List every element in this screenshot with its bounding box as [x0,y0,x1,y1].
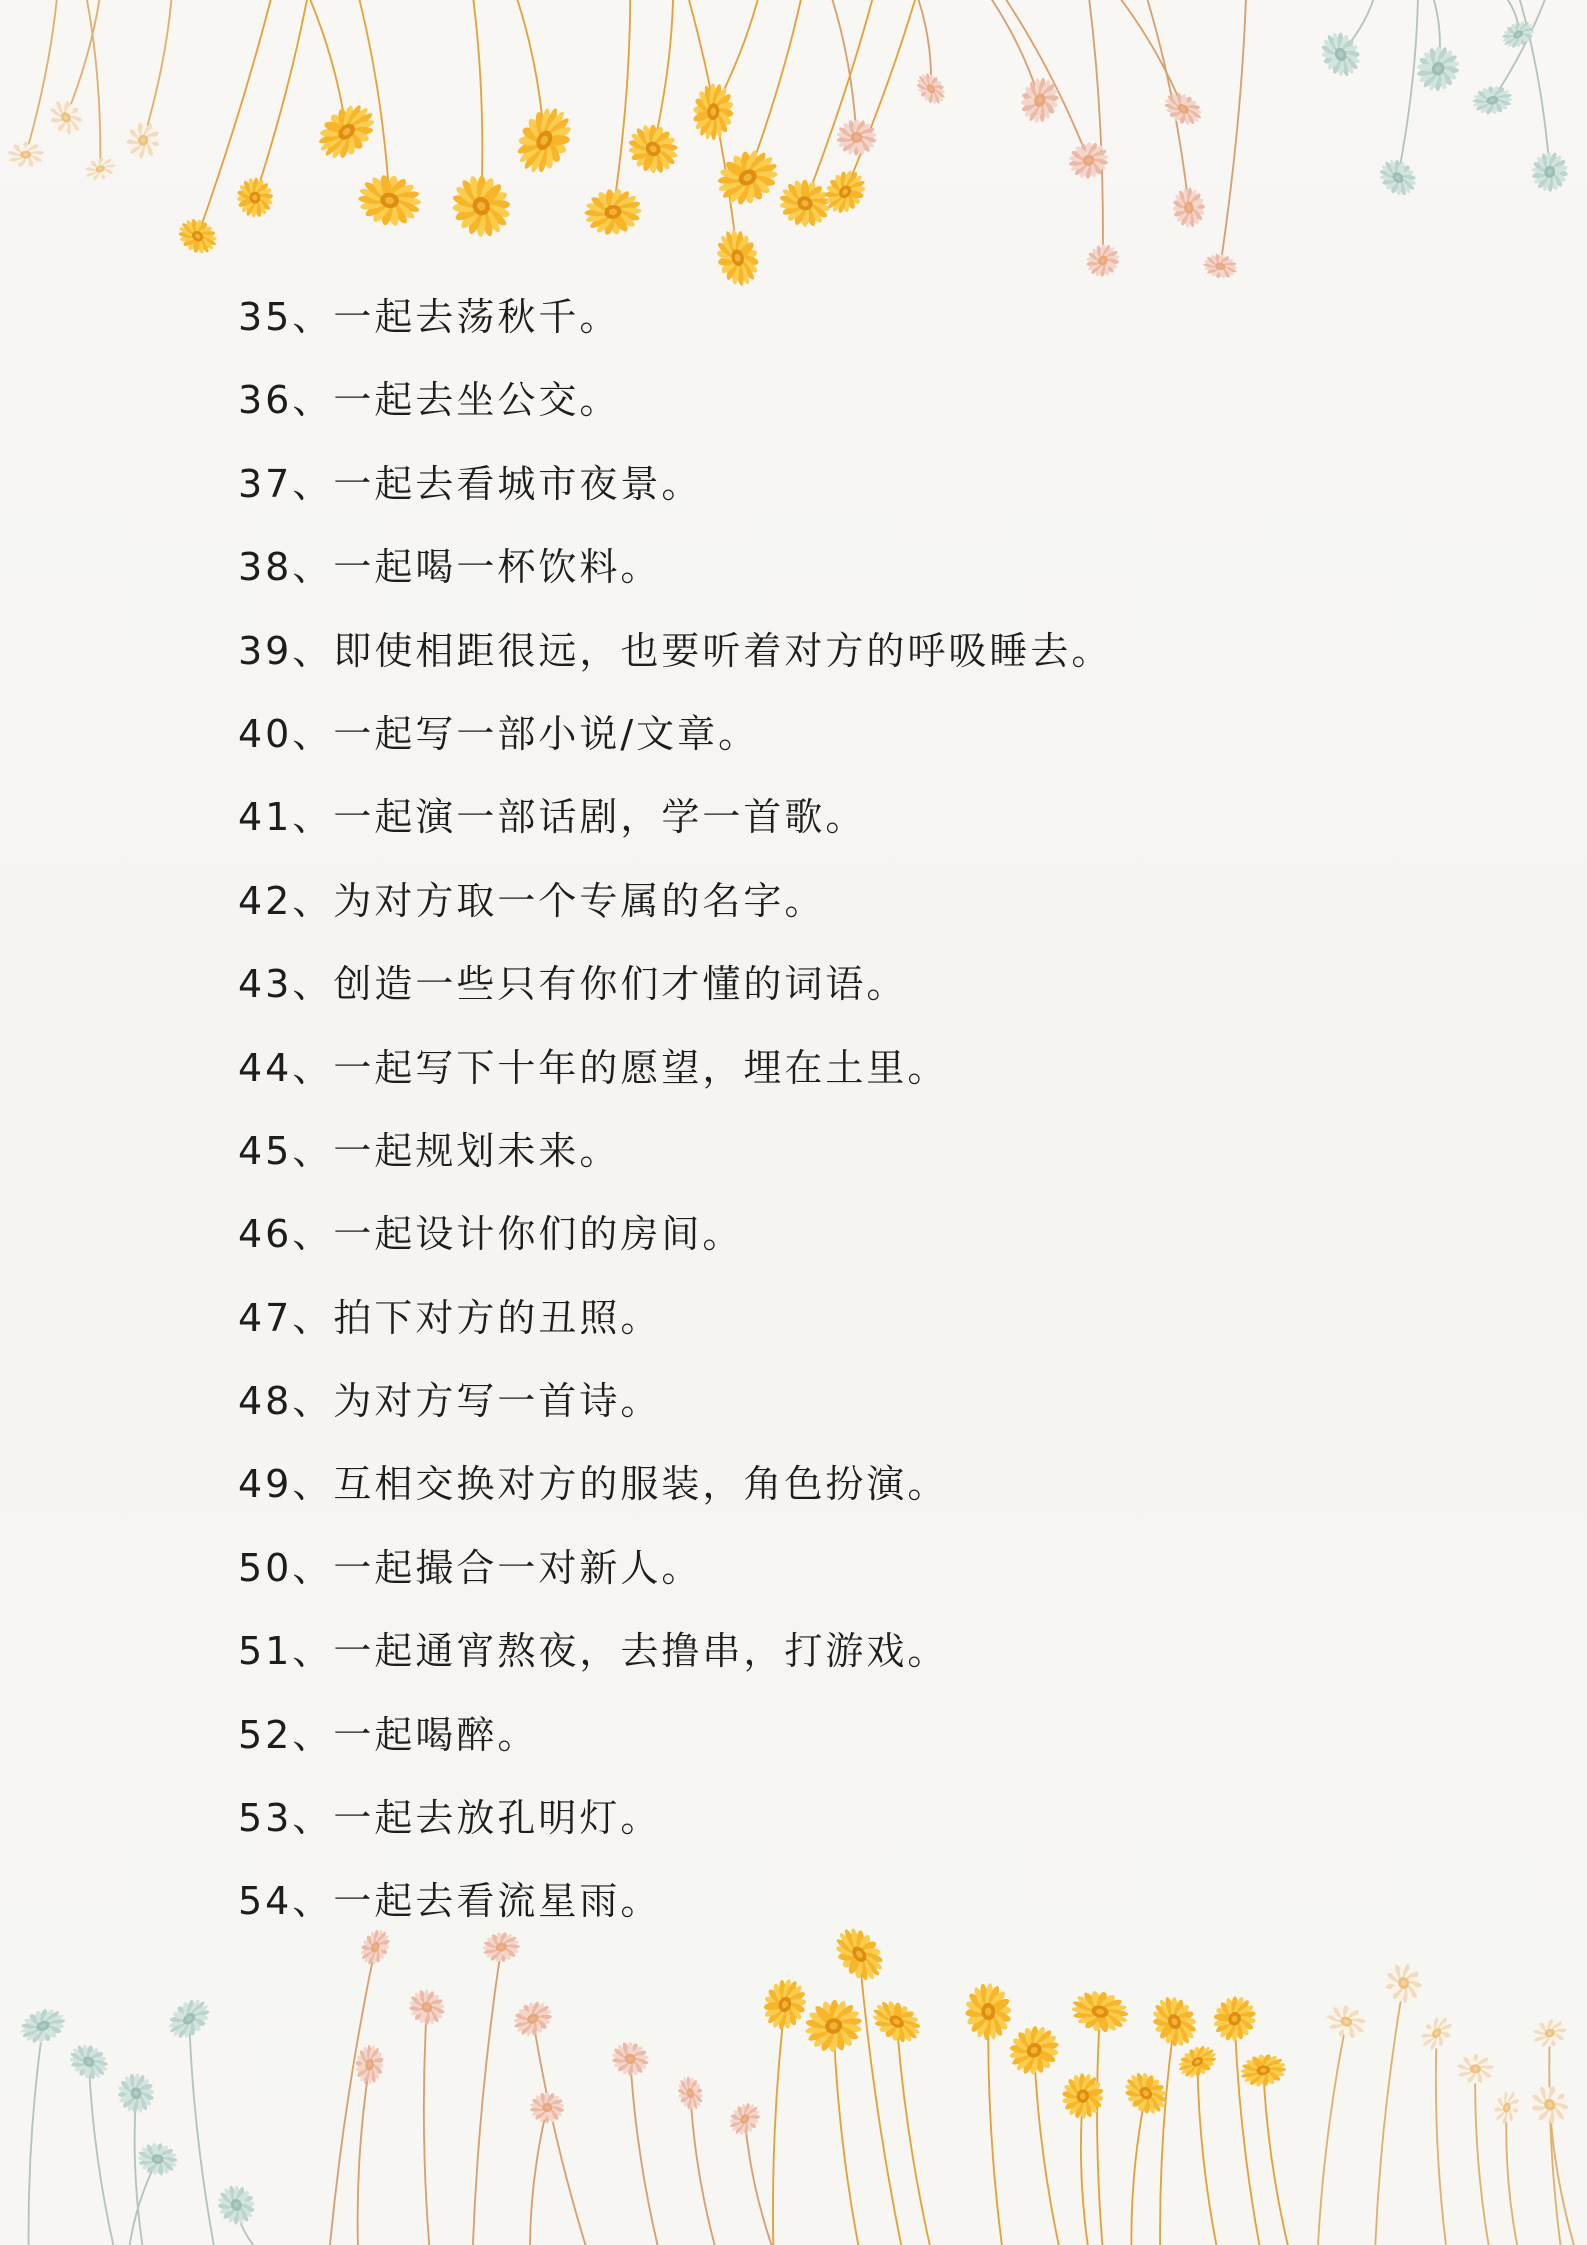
pink-flower [529,2092,564,2124]
teal-flower [1497,15,1539,53]
list-item: 54、一起去看流星雨。 [238,1879,662,1924]
yellow-flower [1060,2071,1107,2122]
flower-stem [1003,0,1089,160]
flower-stem [1197,2062,1217,2245]
flower-stem [26,0,58,155]
flower-stem [613,0,630,212]
yellow-flower [580,184,645,239]
teal-flower [16,2003,71,2050]
flower-stem [189,2019,215,2245]
yellow-flower [1145,1989,1204,2054]
cream-flower [1321,1999,1371,2044]
flower-stem [773,2004,785,2245]
list-item: 37、一起去看城市夜景。 [238,461,703,506]
flower-stem [1081,2096,1089,2245]
yellow-flower [772,172,838,235]
flower-stem [1097,2012,1103,2245]
flower-stem [745,2119,774,2245]
yellow-flower [353,170,425,232]
flower-stem [897,2022,931,2245]
flower-stem [1436,2033,1447,2245]
yellow-flower [707,140,788,216]
flower-stem [530,2108,547,2245]
flower-stem [89,2062,115,2245]
yellow-flower [442,165,521,247]
flower-stem [845,0,917,192]
flower-stem [1375,1983,1404,2245]
cream-flower [122,118,165,163]
flower-stem [1160,2022,1174,2245]
top-flower-garland [7,15,1570,291]
list-item: 43、创造一些只有你们才懂的词语。 [238,962,908,1007]
list-item: 45、一起规划未来。 [238,1128,621,1173]
yellow-flower [798,1992,870,2060]
flower-stem [1220,0,1246,266]
list-item: 53、一起去放孔明灯。 [238,1796,662,1841]
yellow-flower [999,2016,1069,2085]
bottom-flower-stems [29,1947,1576,2245]
flower-stem [859,1954,902,2245]
flower-stem [1089,0,1103,261]
flower-stem [329,1947,375,2245]
yellow-flower [1206,1989,1264,2049]
wish-list [238,276,1112,1944]
flower-stem [1131,2093,1145,2245]
list-item: 52、一起喝醉。 [238,1712,539,1757]
yellow-flower [618,114,688,184]
flower-stem [86,0,100,169]
list-item: 46、一起设计你们的房间。 [238,1212,744,1257]
flower-stem [1117,0,1183,109]
flower-stem [1398,0,1418,178]
cream-flower [1381,1959,1426,2007]
list-item: 51、一起通宵熬夜，去撸串，打游戏。 [238,1629,949,1674]
teal-flower [1529,149,1570,194]
flower-stem [834,2026,860,2245]
yellow-flower [865,1992,928,2051]
bottom-flower-border [16,1919,1577,2231]
teal-flower [1409,39,1467,99]
cream-flower [7,142,45,168]
teal-flower [1372,152,1423,203]
list-item: 49、互相交换对方的服装，角色扮演。 [238,1462,949,1507]
flower-stem [424,2007,430,2245]
flower-stem [690,2093,716,2245]
list-item: 40、一起写一部小说/文章。 [238,711,760,756]
top-flower-stems [26,0,1550,266]
teal-flower [1314,26,1367,84]
pink-flower [507,1995,558,2043]
flower-stem [1263,2070,1289,2245]
list-item: 38、一起喝一杯饮料。 [238,545,662,590]
teal-flower [116,2071,155,2115]
pink-flower [836,119,877,156]
yellow-flower [963,1981,1013,2042]
cream-flower [1456,2053,1495,2084]
list-item: 47、拍下对方的丑照。 [238,1295,662,1340]
list-item: 42、为对方取一个专属的名字。 [238,878,826,923]
teal-flower [135,2139,181,2178]
yellow-flower [172,212,223,261]
flower-stem [1506,2108,1518,2245]
yellow-flower [1238,2051,1289,2090]
list-item: 41、一起演一部话剧，学一首歌。 [238,795,867,840]
pink-flower [353,2043,385,2086]
flower-stem [653,0,673,149]
pink-flower [1158,86,1207,132]
flower-stem [1034,2050,1060,2245]
list-item: 35、一起去荡秋千。 [238,295,621,339]
pink-flower [1201,251,1240,282]
yellow-flower [690,81,736,143]
yellow-flower [235,176,274,220]
flower-stem [1475,2069,1489,2245]
pink-flower [1016,73,1065,128]
list-item: 48、为对方写一首诗。 [238,1379,662,1424]
flower-stem [1235,2019,1261,2245]
yellow-flower [758,1973,813,2035]
flower-stem [1549,2033,1561,2245]
flower-stem [988,2012,1002,2245]
cream-flower [1529,2014,1571,2051]
pink-flower [606,2036,654,2081]
cream-flower [1490,2087,1524,2128]
pink-flower [402,1982,452,2032]
flower-stem [805,0,874,203]
list-item: 50、一起撮合一对新人。 [238,1545,703,1590]
flower-stem [143,0,172,140]
flower-stem [473,1947,502,2245]
flower-stem [358,2065,370,2245]
flower-stem [358,0,390,200]
teal-flower [211,2179,261,2231]
pink-flower [1063,136,1114,184]
list-item: 36、一起去坐公交。 [238,378,621,423]
teal-flower [1470,83,1515,117]
cream-flower [43,93,89,141]
list-item: 44、一起写下十年的愿望，埋在土里。 [238,1045,949,1090]
pink-flower [1171,186,1206,229]
flower-stem [473,0,483,206]
yellow-flower [507,98,581,182]
yellow-flower [308,94,385,169]
flower-stem [29,2026,43,2245]
pink-flower [723,2097,766,2141]
yellow-flower [1067,1986,1132,2037]
flower-stem [630,2059,659,2245]
flower-stem [1318,2022,1347,2245]
flower-stem [135,2093,144,2245]
list-item: 39、即使相距很远，也要听着对方的呼吸睡去。 [238,628,1113,673]
